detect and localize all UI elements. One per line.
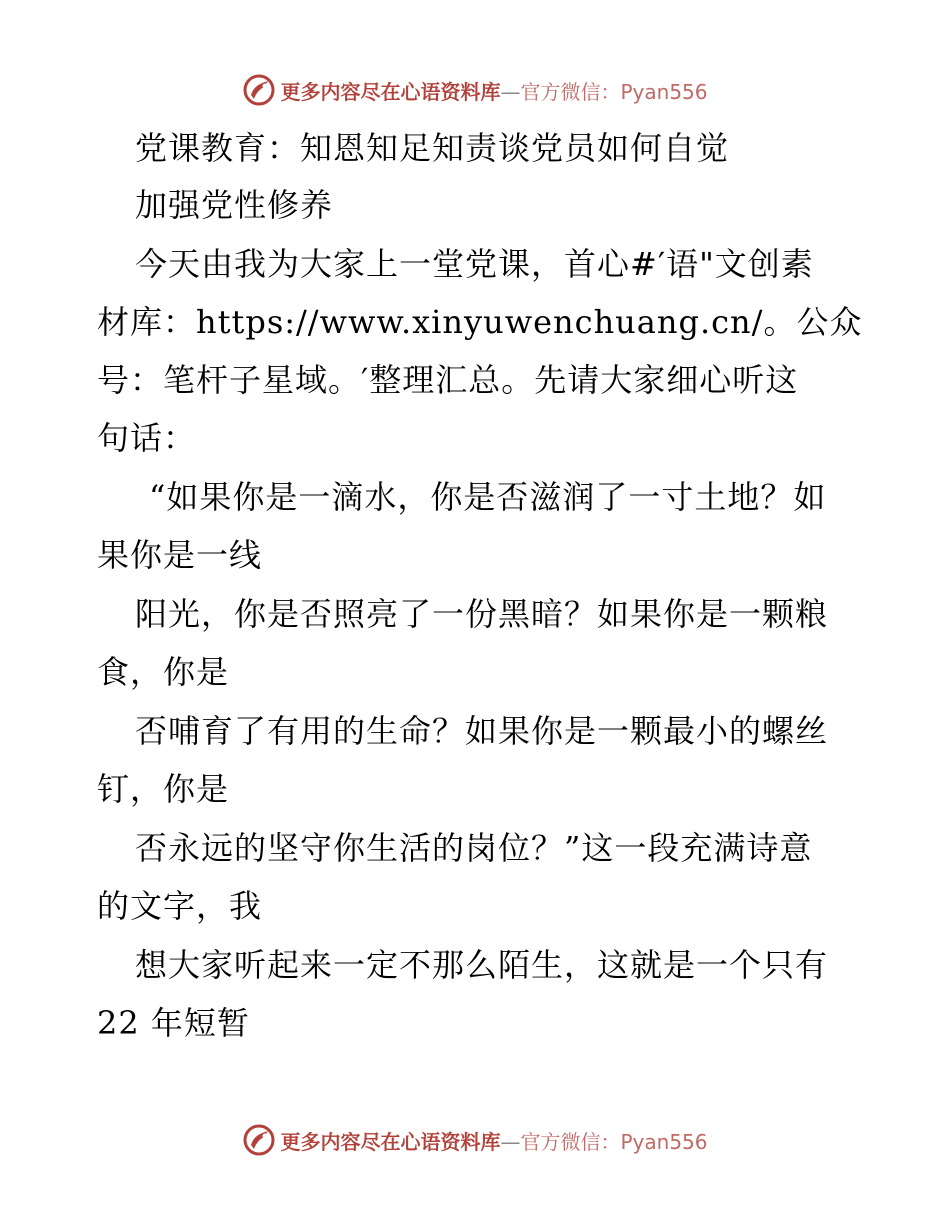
paragraph-line: 材库：https://www.xinyuwenchuang.cn/。公众 bbox=[97, 303, 863, 341]
paragraph-line: 22 年短暂 bbox=[97, 1004, 250, 1042]
paragraph-line: 否永远的坚守你生活的岗位？”这一段充满诗意 bbox=[135, 829, 813, 867]
paragraph-line: 想大家听起来一定不那么陌生，这就是一个只有 bbox=[135, 946, 829, 984]
paragraph-line: 句话： bbox=[97, 419, 197, 457]
paragraph-line: 钉，你是 bbox=[97, 770, 230, 808]
header-separator: — bbox=[500, 79, 521, 104]
header-banner-text bbox=[280, 76, 707, 105]
header-wechat-label: 官方微信： bbox=[520, 79, 621, 104]
title-line-1: 党课教育：知恩知足知责谈党员如何自觉 bbox=[135, 129, 730, 167]
brand-logo-icon bbox=[242, 1123, 276, 1157]
header-brand: 更多内容尽在心语资料库 bbox=[280, 79, 501, 104]
footer-wechat-label: 官方微信： bbox=[520, 1129, 621, 1154]
header-banner bbox=[0, 70, 950, 110]
paragraph-line: 今天由我为大家上一堂党课，首心#′语"文创素 bbox=[135, 245, 814, 283]
paragraph-line: 的文字，我 bbox=[97, 887, 263, 925]
footer-banner bbox=[0, 1120, 950, 1160]
paragraph-line: 否哺育了有用的生命？如果你是一颗最小的螺丝 bbox=[135, 712, 829, 750]
paragraph-line: 果你是一线 bbox=[97, 536, 263, 574]
footer-banner-text bbox=[280, 1126, 707, 1155]
paragraph-line: 号：笔杆子星域。′整理汇总。先请大家细心听这 bbox=[97, 361, 799, 399]
footer-brand: 更多内容尽在心语资料库 bbox=[280, 1129, 501, 1154]
footer-wechat-id: Pyan556 bbox=[620, 1129, 708, 1154]
paragraph-line: “如果你是一滴水，你是否滋润了一寸土地？如 bbox=[149, 478, 827, 516]
paragraph-line: 阳光，你是否照亮了一份黑暗？如果你是一颗粮 bbox=[135, 595, 829, 633]
paragraph-line: 食，你是 bbox=[97, 653, 230, 691]
title-line-2: 加强党性修养 bbox=[135, 186, 334, 224]
header-wechat-id: Pyan556 bbox=[620, 79, 708, 104]
footer-separator: — bbox=[500, 1129, 521, 1154]
brand-logo-icon bbox=[242, 73, 276, 107]
